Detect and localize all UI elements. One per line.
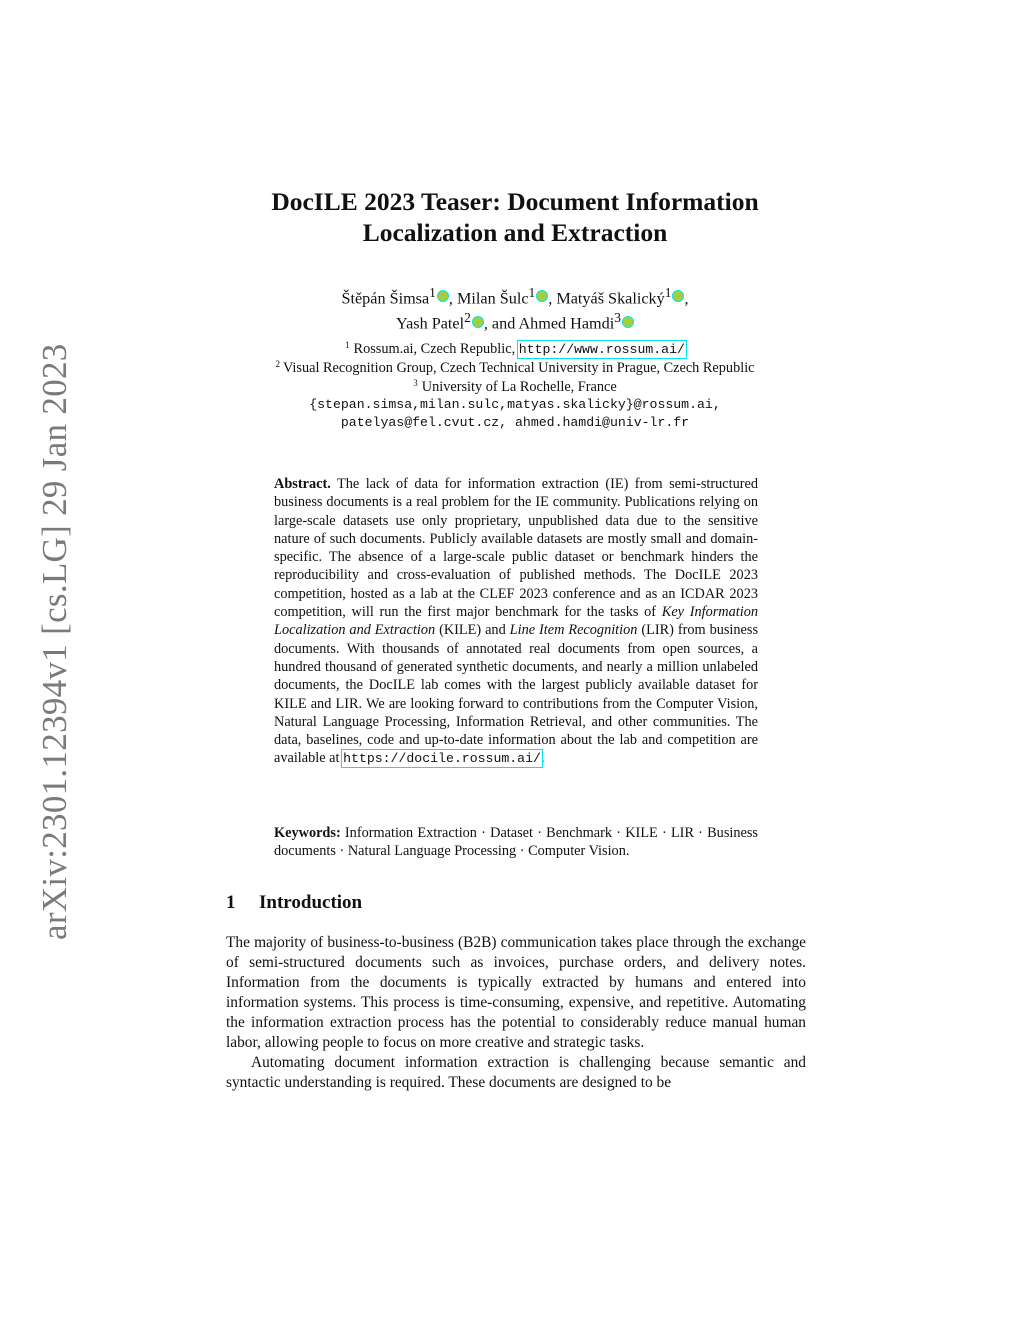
author-affiliation-mark: 1 [528, 285, 536, 300]
author-affiliation-mark: 3 [614, 310, 621, 326]
author-emails-line-2: patelyas@fel.cvut.cz, ahmed.hamdi@univ-lr.fr [340, 415, 690, 431]
author-name: Štěpán Šimsa [341, 289, 430, 308]
keywords-label: Keywords: [274, 825, 341, 841]
orcid-icon[interactable] [472, 316, 484, 328]
affiliations [200, 340, 830, 432]
author-conjunction: and [491, 314, 516, 333]
affiliation-text: University of La Rochelle, France [421, 378, 617, 395]
affiliation-3 [200, 378, 830, 396]
author-name: Matyáš Skalický [556, 289, 665, 308]
author-list: Štěpán Šimsa$^1$ , Milan Šulc$^1$ , Matyáš Skalický$^1$ , Yash Patel$^2$ , and Ahmed Hamdi$^3$ [341, 285, 689, 333]
affiliation-2 [200, 359, 830, 377]
title-line-1: DocILE 2023 Teaser: Document Information [271, 187, 759, 216]
author-affiliation-mark: 2 [464, 310, 471, 326]
paragraph: The majority of business-to-business (B2B) communication takes place through the exchange of semi-structured documents such as invoices, purchase orders, and delivery notes. Information from the documents is typically extracted by humans and entered into information systems. This process is time-consuming, expensive, and repetitive. Automating the information extraction process has the potential to considerably reduce manual human labor, allowing people to focus on more creative and strategic tasks. [226, 934, 806, 1051]
abstract-text: The lack of data for information extraction (IE) from semi-structured business documents is a real problem for the IE community. Publications relying on large-scale datasets use only proprietary, unpublished data due to the sensitive nature of such documents. Publicly available datasets are mostly small and domain-specific. The absence of a large-scale public dataset or benchmark hinders the reproducibility and cross-evaluation of published methods. The DocILE 2023 competition, hosted as a lab at the CLEF 2023 conference and as an ICDAR 2023 competition, will run the first major benchmark for the tasks of [274, 476, 758, 621]
keywords [274, 824, 758, 861]
abstract-text: (KILE) and [439, 622, 506, 639]
author-name: Milan Šulc [457, 289, 529, 308]
affiliation-number: 2 [275, 359, 280, 370]
abstract: Abstract. The lack of data for information extraction (IE) from semi-structured business documents is a real problem for the IE community. Publications relying on large-scale datasets use only proprietary, unpublished data due to the sensitive nature of such documents. Publicly available datasets are mostly small and domain-specific. The absence of a large-scale public dataset or benchmark hinders the reproducibility and cross-evaluation of published methods. The DocILE 2023 competition, hosted as a lab at the CLEF 2023 conference and as an ICDAR 2023 competition, will run the first major benchmark for the tasks of Key Information Localization and Extraction (KILE) and Line Item Recognition (LIR) from business documents. With thousands of annotated real documents from open sources, a hundred thousand of generated synthetic documents, and nearly a million unlabeled documents, the DocILE lab comes with the largest publicly available dataset for KILE and LIR. We are looking forward to contributions from the Computer Vision, Natural Language Processing, Information Retrieval, and other communities. The data, baselines, code and up-to-date information about the lab and competition are available at https://docile.rossum.ai/. [274, 476, 759, 767]
paper-title [200, 186, 830, 248]
abstract-label: Abstract. [274, 476, 331, 492]
orcid-icon[interactable] [536, 290, 548, 302]
paragraph: Automating document information extraction is challenging because semantic and syntactic understanding is required. These documents are designed to be [226, 1054, 806, 1091]
section-number: 1 [226, 892, 236, 913]
orcid-icon[interactable] [622, 316, 634, 328]
affiliation-1 [200, 340, 830, 359]
author-affiliation-mark: 1 [664, 285, 672, 300]
author-affiliation-mark: 1 [429, 285, 436, 300]
affiliation-text: Rossum.ai, Czech Republic, [353, 341, 516, 357]
arxiv-stamp: arXiv:2301.12394v1 [cs.LG] 29 Jan 2023 [35, 343, 74, 940]
rossum-url-link[interactable]: http://www.rossum.ai/ [518, 342, 685, 357]
affiliation-number: 3 [413, 377, 418, 388]
author-name: Yash Patel [396, 314, 465, 333]
section-title: Introduction [259, 892, 363, 913]
orcid-icon[interactable] [672, 290, 684, 302]
orcid-icon[interactable] [437, 290, 449, 302]
author-name: Ahmed Hamdi [518, 314, 615, 333]
affiliation-number: 1 [345, 340, 350, 350]
docile-url-link[interactable]: https://docile.rossum.ai/ [343, 751, 541, 767]
keywords-text: Information Extraction · Dataset · Benchmark · KILE · LIR · Business documents · Natural Language Processing · Computer Vision. [274, 825, 758, 860]
abstract-text: (LIR) from business documents. With thousands of annotated real documents from open sources, a hundred thousand of generated synthetic documents, and nearly a million unlabeled documents, the DocILE lab comes with the largest publicly available dataset for KILE and LIR. We are looking forward to contributions from the Computer Vision, Natural Language Processing, Information Retrieval, and other communities. The data, baselines, code and up-to-date information about the lab and competition are available at [274, 622, 759, 767]
section-heading [226, 892, 362, 914]
author-emails-line-1: {stepan.simsa,milan.sulc,matyas.skalicky}@rossum.ai, [309, 396, 721, 412]
abstract-lir-term: Line Item Recognition [509, 622, 638, 639]
affiliation-text: Visual Recognition Group, Czech Technical University in Prague, Czech Republic [282, 360, 755, 377]
title-line-2: Localization and Extraction [362, 218, 668, 247]
introduction-body [226, 933, 806, 1093]
abstract-kile-term: Key Information Localization and Extraction [274, 604, 759, 639]
